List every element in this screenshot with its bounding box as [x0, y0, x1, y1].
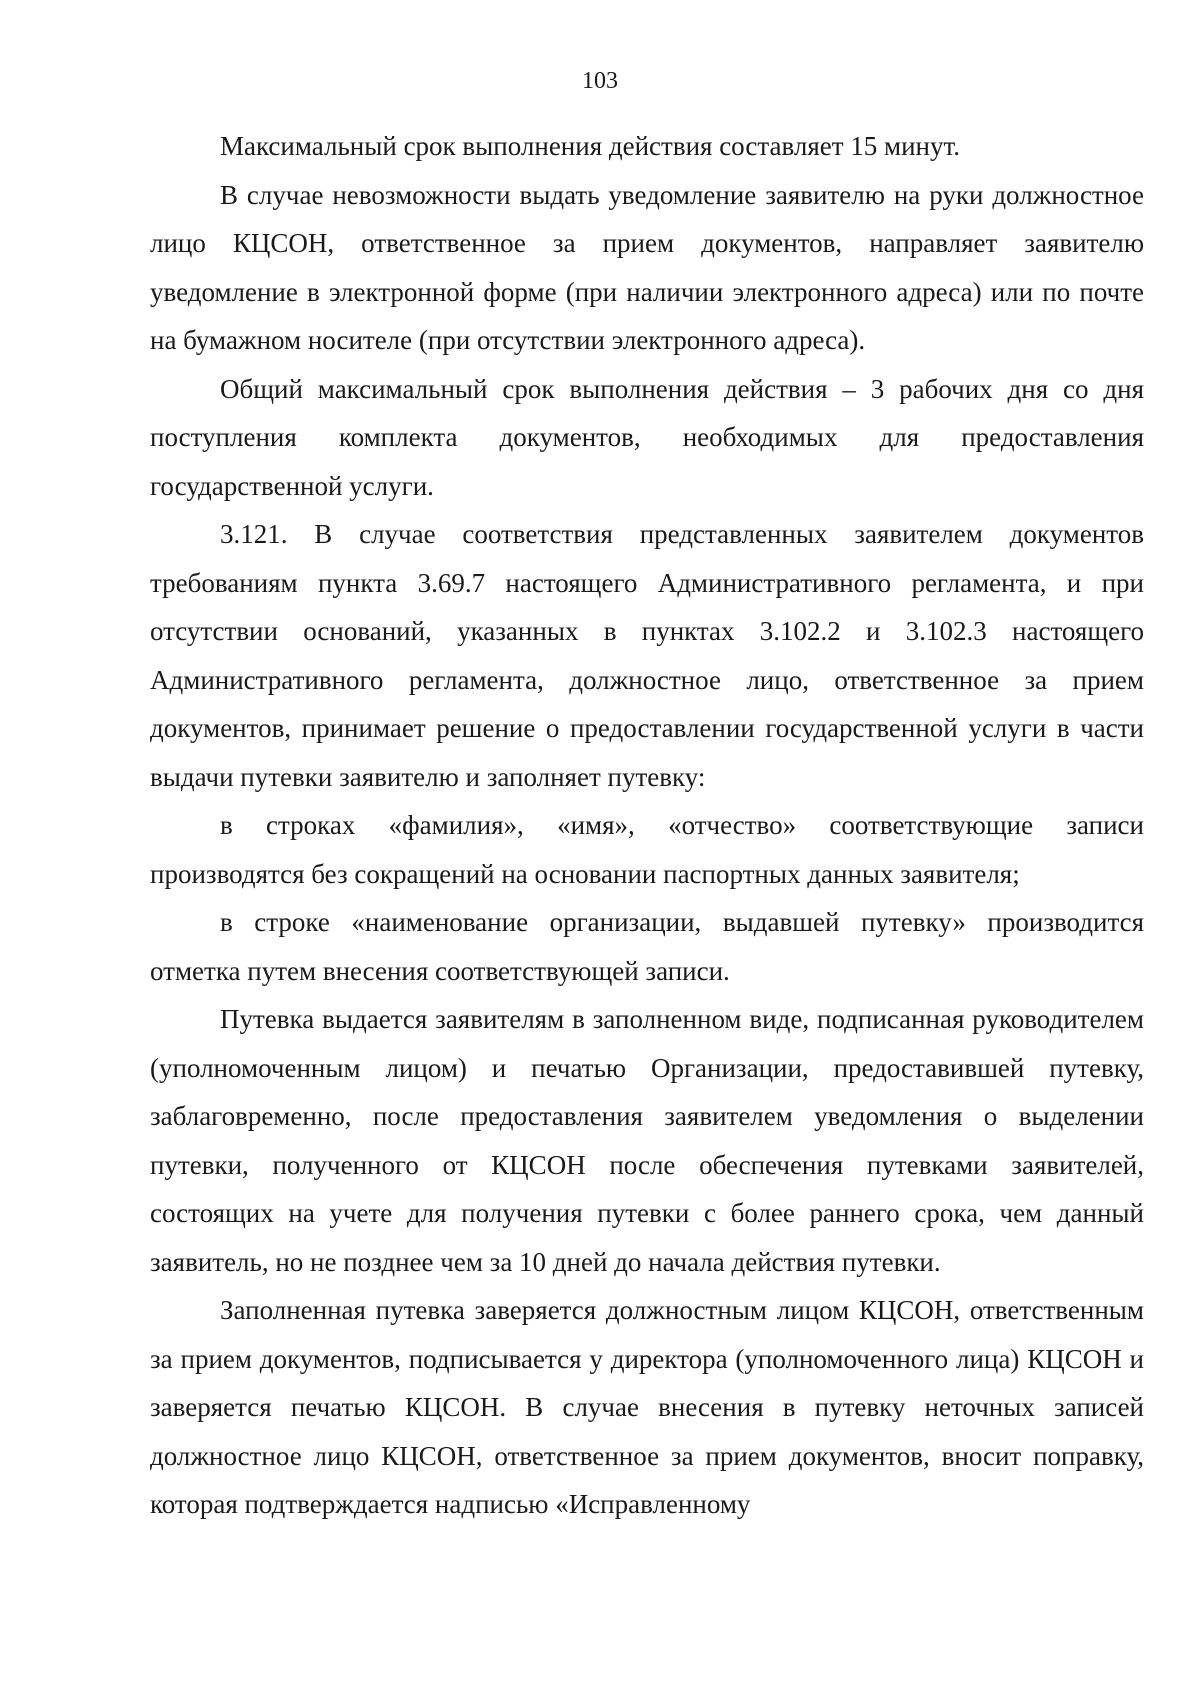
paragraph-voucher-certification: Заполненная путевка заверяется должностным лицом КЦСОН, ответственным за прием документов, подписывается у директора (уполномоченного лица) КЦСОН и заверяется печатью КЦСОН. В случае внесения в путевку неточных записей должностное лицо КЦСОН, ответственное за прием документов, вносит поправку, которая подтверждается надписью «Исправленному: [150, 1295, 1144, 1519]
paragraph-notification-delivery: В случае невозможности выдать уведомление заявителю на руки должностное лицо КЦСОН, ответственное за прием документов, направляет заявителю уведомление в электронной форме (при наличии электронного адреса) или по почте на бумажном носителе (при отсутствии электронного адреса).: [150, 179, 1144, 355]
page-number: 103: [582, 68, 618, 94]
paragraph-clause-3-121: 3.121. В случае соответствия представленных заявителем документов требованиям пункта 3.69.7 настоящего Административного регламента, и при отсутствии оснований, указанных в пунктах 3.102.2 и 3.102.3 настоящего Административного регламента, должностное лицо, ответственное за прием документов, принимает решение о предоставлении государственной услуги в части выдачи путевки заявителю и заполняет путевку:: [150, 519, 1144, 792]
paragraph-organization-field: в строке «наименование организации, выдавшей путевку» производится отметка путем внесения соответствующей записи.: [150, 907, 1144, 986]
paragraph-voucher-issuance: Путевка выдается заявителям в заполненном виде, подписанная руководителем (уполномоченным лицом) и печатью Организации, предоставившей путевку, заблаговременно, после предоставления заявителем уведомления о выделении путевки, полученного от КЦСОН после обеспечения путевками заявителей, состоящих на учете для получения путевки с более раннего срока, чем данный заявитель, но не позднее чем за 10 дней до начала действия путевки.: [150, 1004, 1144, 1277]
paragraph-total-deadline: Общий максимальный срок выполнения действия – 3 рабочих дня со дня поступления комплекта документов, необходимых для предоставления государственной услуги.: [150, 373, 1144, 501]
paragraph-name-fields: в строках «фамилия», «имя», «отчество» соответствующие записи производятся без сокращений на основании паспортных данных заявителя;: [150, 810, 1144, 889]
document-body: [150, 122, 1144, 1529]
paragraph-action-time: Максимальный срок выполнения действия составляет 15 минут.: [220, 131, 961, 161]
